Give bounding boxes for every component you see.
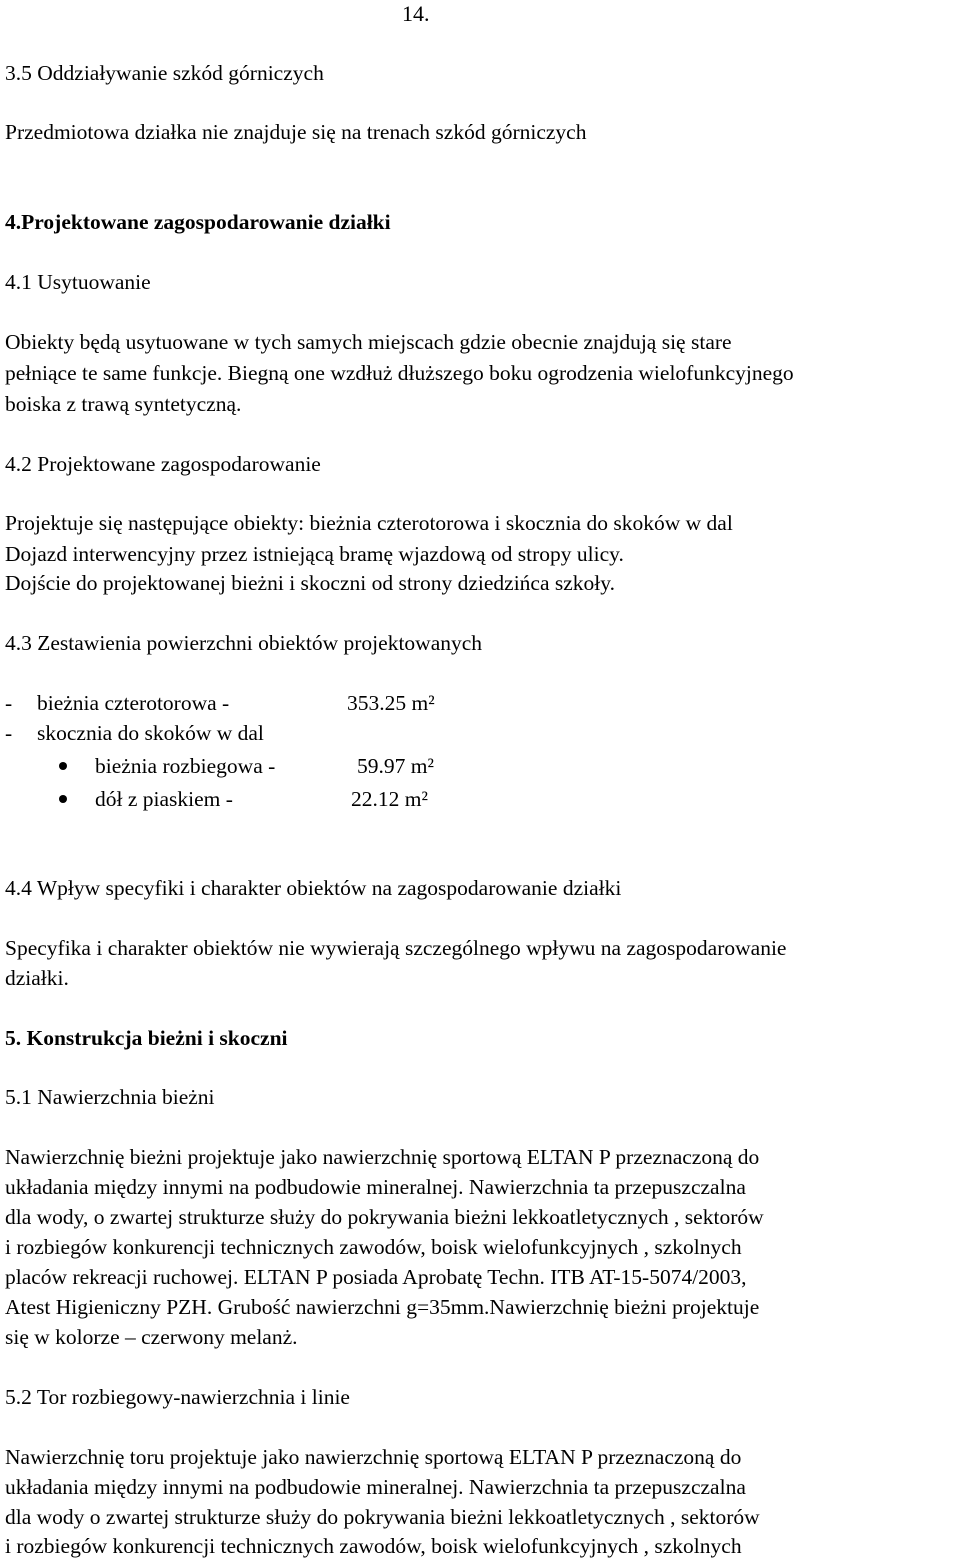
heading-5-1: 5.1 Nawierzchnia bieżni	[5, 1085, 215, 1109]
text-line: się w kolorze – czerwony melanż.	[5, 1325, 298, 1349]
text-line: Dojście do projektowanej bieżni i skoczni od strony dziedzińca szkoły.	[5, 571, 615, 595]
list-dash: -	[5, 691, 13, 715]
text-line: pełniące te same funkcje. Biegną one wzdłuż dłuższego boku ogrodzenia wielofunkcyjnego	[5, 361, 794, 385]
text-line: dla wody o zwartej strukturze służy do pokrywania bieżni lekkoatletycznych , sektorów	[5, 1505, 760, 1529]
text-line: Nawierzchnię bieżni projektuje jako nawierzchnię sportową ELTAN P przeznaczoną do	[5, 1145, 760, 1169]
text-line: Obiekty będą usytuowane w tych samych miejscach gdzie obecnie znajdują się stare	[5, 330, 732, 354]
heading-4-3: 4.3 Zestawienia powierzchni obiektów projektowanych	[5, 631, 483, 655]
list-item-label: dół z piaskiem -	[95, 787, 233, 811]
text-line: Specyfika i charakter obiektów nie wywierają szczególnego wpływu na zagospodarowanie	[5, 936, 787, 960]
text-line: układania między innymi na podbudowie mineralnej. Nawierzchnia ta przepuszczalna	[5, 1175, 746, 1199]
list-item-value: 353.25 m²	[347, 691, 435, 715]
text-line: dla wody, o zwartej strukturze służy do pokrywania bieżni lekkoatletycznych , sektorów	[5, 1205, 764, 1229]
heading-4-1: 4.1 Usytuowanie	[5, 270, 151, 294]
heading-4-4: 4.4 Wpływ specyfiki i charakter obiektów na zagospodarowanie działki	[5, 876, 622, 900]
text-line: układania między innymi na podbudowie mineralnej. Nawierzchnia ta przepuszczalna	[5, 1475, 746, 1499]
list-item-label: bieżnia rozbiegowa -	[95, 754, 276, 778]
heading-4-2: 4.2 Projektowane zagospodarowanie	[5, 452, 321, 476]
text-line: i rozbiegów konkurencji technicznych zawodów, boisk wielofunkcyjnych , szkolnych	[5, 1235, 742, 1259]
heading-5-2: 5.2 Tor rozbiegowy-nawierzchnia i linie	[5, 1385, 350, 1409]
paragraph-3-5: Przedmiotowa działka nie znajduje się na trenach szkód górniczych	[5, 120, 587, 144]
list-item-label: bieżnia czterotorowa -	[37, 691, 230, 715]
text-line: Dojazd interwencyjny przez istniejącą bramę wjazdową od stropy ulicy.	[5, 542, 624, 566]
page-number: 14.	[402, 1, 430, 26]
list-dash: -	[5, 721, 13, 745]
text-line: Atest Higieniczny PZH. Grubość nawierzchni g=35mm.Nawierzchnię bieżni projektuje	[5, 1295, 760, 1319]
text-line: placów rekreacji ruchowej. ELTAN P posiada Aprobatę Techn. ITB AT-15-5074/2003,	[5, 1265, 747, 1289]
heading-4: 4.Projektowane zagospodarowanie działki	[5, 210, 391, 234]
bullet-icon	[59, 762, 67, 770]
list-item-label: skocznia do skoków w dal	[37, 721, 264, 745]
text-line: Projektuje się następujące obiekty: bieżnia czterotorowa i skocznia do skoków w dal	[5, 511, 733, 535]
list-item-value: 59.97 m²	[357, 754, 434, 778]
text-line: boiska z trawą syntetyczną.	[5, 392, 242, 416]
bullet-icon	[59, 795, 67, 803]
heading-5: 5. Konstrukcja bieżni i skoczni	[5, 1026, 288, 1050]
text-line: i rozbiegów konkurencji technicznych zawodów, boisk wielofunkcyjnych , szkolnych	[5, 1534, 742, 1558]
text-line: Nawierzchnię toru projektuje jako nawierzchnię sportową ELTAN P przeznaczoną do	[5, 1445, 742, 1469]
text-line: działki.	[5, 966, 69, 990]
heading-3-5: 3.5 Oddziaływanie szkód górniczych	[5, 61, 324, 85]
list-item-value: 22.12 m²	[351, 787, 428, 811]
